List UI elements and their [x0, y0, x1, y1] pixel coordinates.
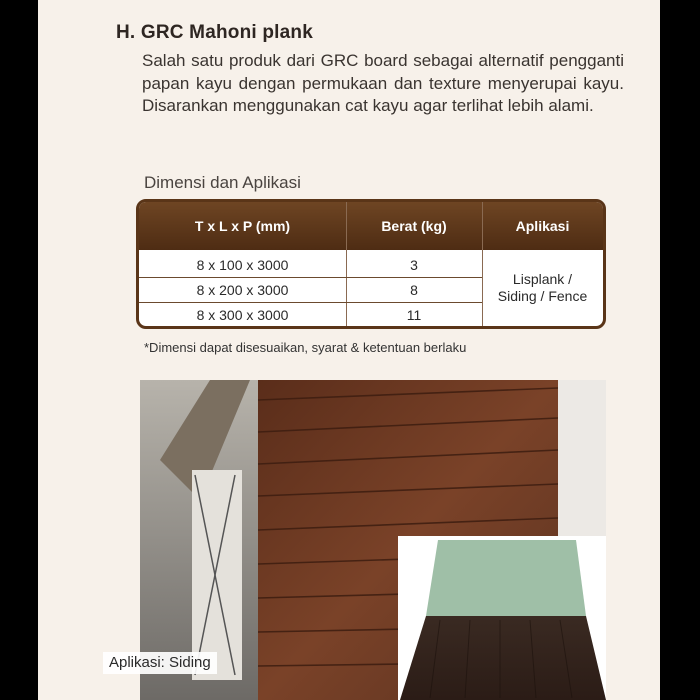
- row-divider: [139, 302, 482, 303]
- cell-weight: 3: [410, 257, 418, 273]
- application-line: Siding / Fence: [497, 288, 588, 304]
- sample-top-face: [426, 540, 586, 616]
- dimensions-subheading: Dimensi dan Aplikasi: [144, 173, 301, 192]
- cell-weight: 8: [410, 282, 418, 298]
- cell-size: 8 x 100 x 3000: [196, 257, 289, 273]
- dimensions-note: *Dimensi dapat disesuaikan, syarat & ketentuan berlaku: [144, 340, 467, 355]
- table-header: [139, 202, 603, 250]
- cell-size: 8 x 200 x 3000: [196, 282, 289, 298]
- row-divider: [139, 277, 482, 278]
- application-line: Lisplank /: [512, 271, 573, 287]
- cell-size: 8 x 300 x 3000: [196, 307, 289, 323]
- column-header-size: T x L x P (mm): [194, 218, 291, 234]
- dimensions-table: [136, 199, 606, 329]
- column-header-application: Aplikasi: [515, 218, 570, 234]
- section-heading: H. GRC Mahoni plank: [116, 22, 313, 43]
- photo-caption: Aplikasi: Siding: [103, 652, 217, 674]
- column-header-weight: Berat (kg): [381, 218, 447, 234]
- banner-stand: [192, 470, 242, 680]
- cell-application: [482, 250, 603, 326]
- cell-weight: 11: [406, 307, 422, 323]
- product-description: Salah satu produk dari GRC board sebagai alternatif pengganti papan kayu dengan permukaan dan texture menyerupai kayu. Disarankan menggunakan cat kayu agar terlihat lebih alami.: [142, 51, 624, 115]
